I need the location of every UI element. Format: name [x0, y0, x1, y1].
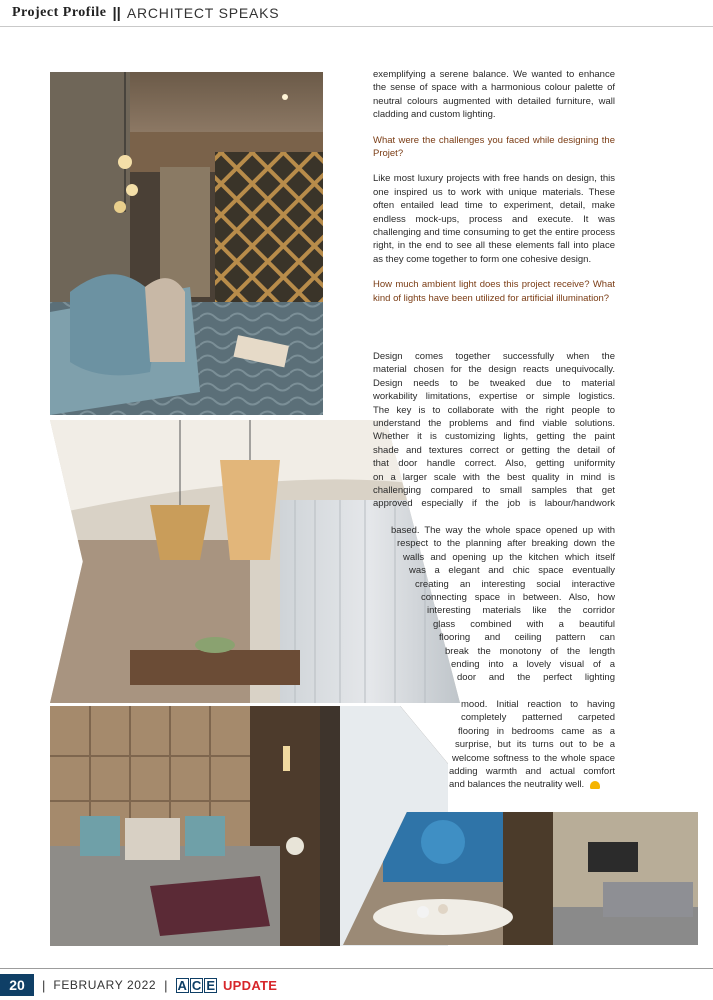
footer-separator: |	[164, 977, 168, 993]
photo-bedroom-lattice	[50, 72, 323, 415]
footer-separator: |	[42, 977, 46, 993]
answer-2-line: was a elegant and chic space eventually	[409, 565, 615, 577]
footer-divider	[0, 968, 713, 969]
header-divider	[0, 26, 713, 27]
answer-2-line: interesting materials like the corridor	[427, 605, 615, 617]
question-2: How much ambient light does this project receive? What kind of lights have been utilized for artificial illumination?	[373, 279, 615, 304]
answer-2-line: Whether it is customizing lights, getting the paint	[373, 431, 615, 443]
logo-letter: E	[206, 977, 215, 993]
article-upper-column	[373, 68, 615, 317]
answer-2-line: mood. Initial reaction to having	[461, 699, 615, 710]
issue-date: FEBRUARY 2022	[53, 978, 157, 992]
answer-2-line: adding warmth and actual comfort	[449, 766, 615, 777]
answer-2-line: understand the problems and find viable solutions.	[373, 418, 615, 429]
answer-2-line: Design comes together successfully when the	[373, 351, 615, 362]
page-number: 20	[0, 974, 34, 996]
logo-letter: A	[177, 977, 187, 993]
answer-2-line: Design needs to be tweaked due to material	[373, 377, 615, 389]
answer-2-line: glass combined with a beautiful	[433, 618, 615, 630]
answer-2-line: connecting space in between. Also, how	[421, 592, 615, 603]
answer-2-line: workability limitations, expertise or simple logistics.	[373, 391, 615, 403]
answer-2-line: surprise, but its turns out to be a	[455, 739, 615, 751]
article-intro: exemplifying a serene balance. We wanted to enhance the sense of space with a harmonious colour palette of neutral colours augmented with detailed furniture, wall cladding and custom lighting.	[373, 69, 615, 121]
answer-2-line: flooring in bedrooms came as a	[458, 725, 615, 737]
answer-2-line: break the monotony of the length	[445, 645, 615, 657]
answer-2-line: creating an interesting social interactive	[415, 578, 615, 590]
page-header	[0, 0, 713, 26]
answer-2-line: welcome softness to the whole space	[452, 752, 615, 764]
magazine-logo	[176, 978, 278, 993]
answer-1: Like most luxury projects with free hands on design, this one inspired us to work with unique materials. These often entailed lead time to experiment, detail, make endless mock-ups, process and execute. It was challenging and time consuming to get the entire process right, in the end to see all these elements fall into place as they come together to form one cohesive design.	[373, 173, 615, 265]
answer-2-line: based. The way the whole space opened up with	[391, 525, 615, 536]
answer-2-last-line	[449, 778, 615, 791]
question-1: What were the challenges you faced while designing the Projet?	[373, 134, 615, 160]
answer-2-line: challenging compared to small samples that get	[373, 485, 615, 496]
answer-2-line: The key is to collaborate with the right people to	[373, 404, 615, 416]
section-title: Project Profile	[12, 5, 107, 20]
answer-2-line: shade and textures correct or getting the detail of	[373, 444, 615, 456]
answer-2-line: and balances the neutrality well.	[449, 779, 585, 791]
header-separator: ||	[112, 4, 121, 22]
end-mark-icon	[590, 781, 600, 789]
answer-2-line: respect to the planning after breaking down the	[397, 538, 615, 550]
page-footer	[0, 974, 277, 996]
subsection-title: ARCHITECT SPEAKS	[126, 5, 280, 21]
answer-2-line: approved especially if the job is labour/handwork	[373, 498, 615, 510]
answer-2-line: walls and opening up the kitchen which itself	[403, 551, 615, 563]
answer-2-line: that door handle correct. Also, getting uniformity	[373, 458, 615, 470]
answer-2-line: flooring and ceiling pattern can	[439, 632, 615, 644]
answer-2-line: ending into a lovely visual of a	[451, 659, 615, 670]
logo-letter: C	[191, 977, 202, 993]
logo-word: UPDATE	[222, 977, 278, 993]
answer-2-line: door and the perfect lighting	[457, 672, 615, 684]
answer-2-line: material chosen for the design reacts unequivocally.	[373, 364, 615, 376]
answer-2-line: completely patterned carpeted	[461, 712, 615, 724]
answer-2-line: on a larger scale with the best quality in mind is	[373, 471, 615, 483]
